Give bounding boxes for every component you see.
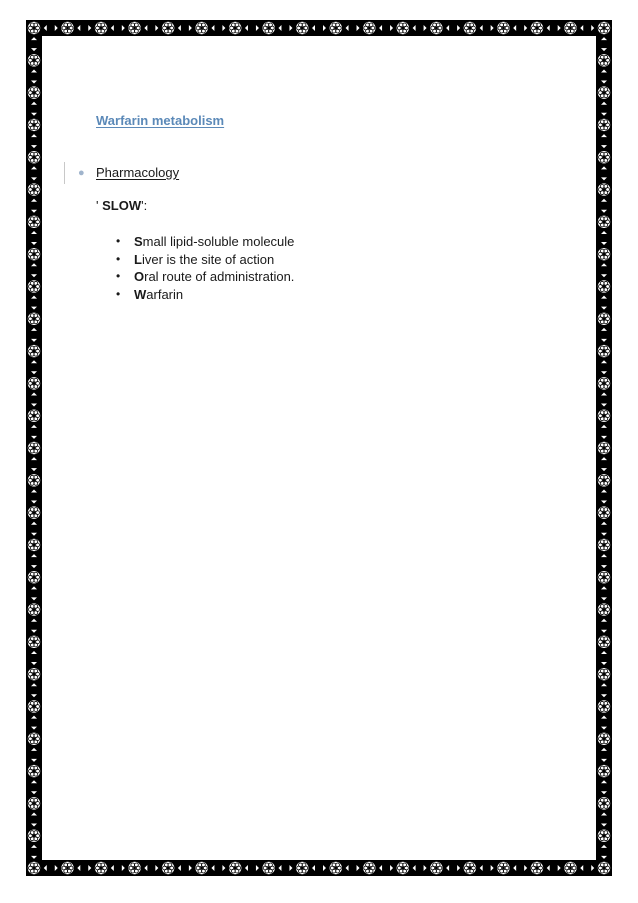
bullet-icon: ● <box>78 166 85 179</box>
list-item <box>116 251 294 269</box>
list-item <box>116 268 294 286</box>
list-item <box>116 233 294 251</box>
bullet-icon: • <box>116 251 121 266</box>
section-marker <box>64 162 65 184</box>
list-item-initial: O <box>134 269 145 284</box>
list-item-text: ral route of administration. <box>144 269 295 284</box>
list-item-text: arfarin <box>146 286 184 302</box>
document-title: Warfarin metabolism <box>96 113 225 128</box>
list-item-initial: W <box>134 286 147 302</box>
mnemonic-suffix: ': <box>141 198 148 213</box>
mnemonic-list <box>116 233 294 303</box>
mnemonic-line <box>96 198 147 213</box>
bullet-icon: • <box>116 234 121 248</box>
list-item <box>116 286 294 304</box>
mnemonic-word: SLOW <box>102 198 142 213</box>
section-heading <box>78 165 179 180</box>
list-item-initial: S <box>134 234 143 249</box>
section-heading-label: Pharmacology <box>96 165 180 180</box>
list-item-text: iver is the site of action <box>141 251 275 267</box>
mnemonic-prefix: ' <box>96 198 103 213</box>
list-item-initial: L <box>134 251 142 267</box>
bullet-icon: • <box>116 286 121 301</box>
bullet-icon: • <box>116 269 121 283</box>
list-item-text: mall lipid-soluble molecule <box>142 234 295 249</box>
